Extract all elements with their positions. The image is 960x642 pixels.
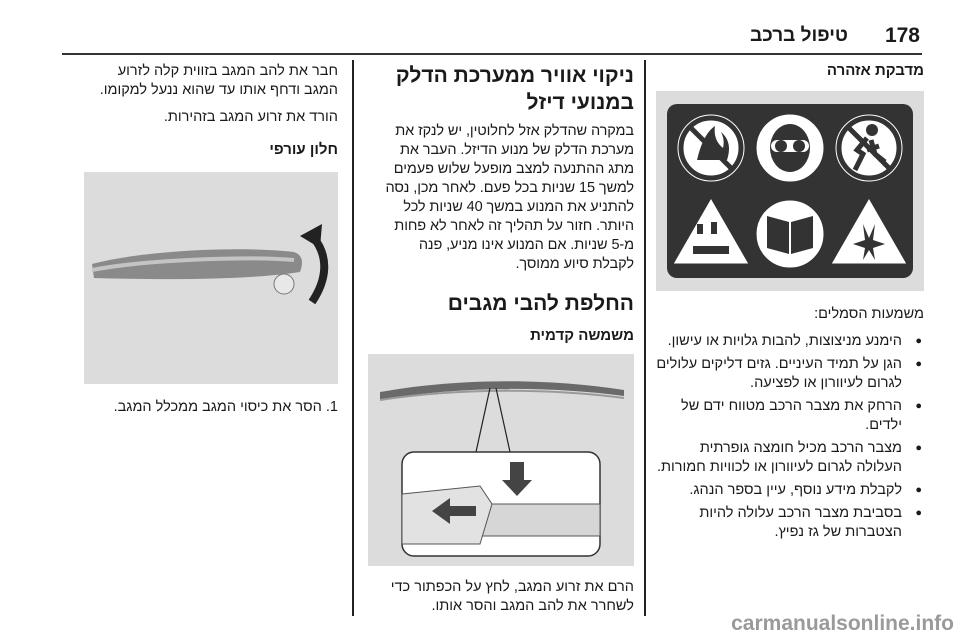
read-manual-icon (756, 200, 824, 268)
rear-wiper-figure (84, 172, 338, 384)
rear-wiper-step-1: 1. הסר את כיסוי המגב ממכלל המגב. (113, 399, 338, 415)
list-item: ● לקבלת מידע נוסף, עיין בספר הנהג. (654, 481, 924, 500)
page-header (0, 10, 960, 50)
text-line: להתניע את המנוע במשך 40 שניות לכל (403, 199, 634, 215)
symbols-legend-heading: משמעות הסמלים: (814, 306, 924, 322)
warning-symbols-icon (667, 104, 913, 278)
list-item: ● בסביבת מצבר הרכב עלולה להיות הצטברות של גז נפיץ. (654, 504, 924, 542)
list-item: ● הגן על תמיד העיניים. גזים דליקים עלולים לגרום לעיוורון או לפציעה. (654, 355, 924, 393)
left-column (84, 62, 338, 417)
wiper-replacement-heading: החלפת להבי מגבים (447, 292, 634, 315)
list-item: ● הרחק את מצבר הרכב מטווח ידם של ילדים. (654, 397, 924, 435)
text-line: הרם את זרוע המגב, לחץ על הכפתור כדי (390, 579, 634, 595)
text-line: מתג ההתנעה למצב מופעל שלוש פעמים (393, 161, 634, 177)
text-line: לשחרר את להב המגב והסר אותו. (431, 598, 634, 614)
diesel-bleeding-paragraph (368, 122, 634, 274)
text-line: מ-5 שניות. אם המנוע אינו מניע, פנה (418, 237, 634, 253)
diesel-bleeding-heading-line-2: במנועי דיזל (526, 91, 634, 114)
column-divider-left (352, 60, 354, 616)
text-line: במקרה שהדלק אזל לחלוטין, יש לנקז את (395, 123, 634, 139)
list-item: ● מצבר הרכב מכיל חומצה גופרתית העלולה לגרום לעיוורון או לכוויות חמורות. (654, 439, 924, 477)
running-head: טיפול ברכב (750, 25, 848, 46)
list-item: ● הימנע מניצוצות, להבות גלויות או עישון. (654, 332, 924, 351)
rear-window-subheading: חלון עורפי (269, 141, 338, 158)
warning-label-figure (656, 91, 924, 291)
wiper-blade-release-icon (368, 354, 634, 566)
header-rule (62, 53, 922, 55)
front-wiper-caption (368, 578, 634, 616)
warning-label-title: מדבקת אזהרה (826, 62, 924, 79)
text-line: מערכת הדלק של מנוע הדיזל. העבר את (399, 142, 634, 158)
text-line: המגב ודחף אותו עד שהוא ננעל למקומו. (99, 82, 338, 98)
text-line: לקבלת סיוע ממוסך. (515, 256, 634, 272)
middle-column (368, 62, 634, 616)
symbols-legend-list (654, 332, 924, 542)
rear-wiper-cover-icon (84, 172, 338, 384)
page-number: 178 (884, 24, 920, 47)
lower-arm-paragraph: הורד את זרוע המגב בזהירות. (163, 109, 338, 125)
front-wiper-figure (368, 354, 634, 566)
warning-label-plate (667, 104, 913, 278)
text-line: היותר. חזור על תהליך זה לאחר לא פחות (394, 218, 634, 234)
watermark: carmanualsonline.info (731, 612, 954, 635)
column-divider-right (644, 60, 646, 616)
right-column (654, 62, 924, 546)
text-line: למשך 15 שניות בכל פעם. לאחר מכן, נסה (385, 180, 634, 196)
windscreen-subheading: משמשה קדמית (530, 327, 634, 344)
explosive-icon (831, 198, 907, 264)
reattach-paragraph (84, 62, 338, 100)
diesel-bleeding-heading-line-1: ניקוי אוויר ממערכת הדלק (395, 64, 634, 87)
text-line: חבר את להב המגב בזווית קלה לזרוע (117, 63, 338, 79)
